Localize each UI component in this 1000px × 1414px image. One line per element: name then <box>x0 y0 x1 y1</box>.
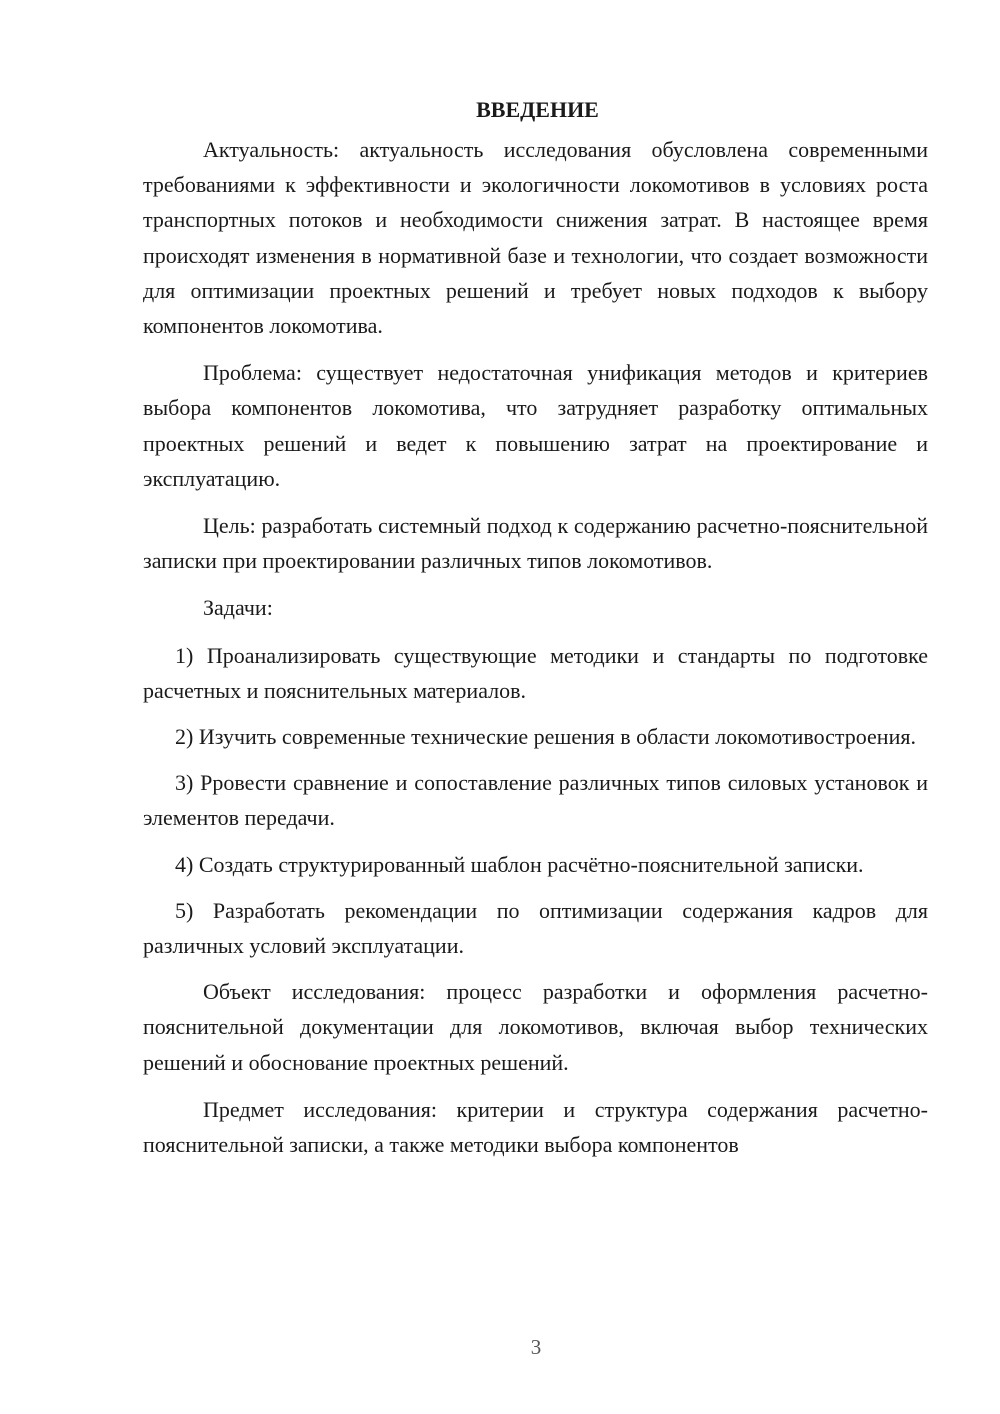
paragraph-goal: Цель: разработать системный подход к содержанию расчетно-пояснительной записки при проектировании различных типов локомотивов. <box>143 513 928 574</box>
section-title: ВВЕДЕНИЕ <box>476 97 599 122</box>
task-item-5: 5) Разработать рекомендации по оптимизации содержания кадров для различных условий эксплуатации. <box>143 897 928 959</box>
task-item-3: 3) Рровести сравнение и сопоставление различных типов силовых установок и элементов передачи. <box>143 770 928 831</box>
task-item-1: 1) Проанализировать существующие методики и стандарты по подготовке расчетных и пояснительных материалов. <box>143 642 928 703</box>
paragraph-subject: Предмет исследования: критерии и структура содержания расчетно-пояснительной записки, а также методики выбора компонентов <box>143 1096 928 1158</box>
paragraph-relevance: Актуальность: актуальность исследования обусловлена современными требованиями к эффективности и экологичности локомотивов в условиях роста транспортных потоков и необходимости снижения затрат. В настоящее время происходят изменения в нормативной базе и технологии, что создает возможности для оптимизации проектных решений и требует новых подходов к выбору компонентов локомотива. <box>143 137 928 339</box>
paragraph-tasks-heading: Задачи: <box>203 595 273 621</box>
page-number: 3 <box>530 1335 542 1359</box>
paragraph-problem: Проблема: существует недостаточная унификация методов и критериев выбора компонентов локомотива, что затрудняет разработку оптимальных проектных решений и ведет к повышению затрат на проектирование и эксплуатацию. <box>143 360 928 491</box>
paragraph-object: Объект исследования: процесс разработки и оформления расчетно-пояснительной документации для локомотивов, включая выбор технических решений и обоснование проектных решений. <box>143 979 928 1075</box>
page-content <box>143 92 928 1174</box>
task-item-4: 4) Создать структурированный шаблон расчётно-пояснительной записки. <box>175 851 864 877</box>
task-item-2: 2) Изучить современные технические решения в области локомотивостроения. <box>175 724 916 750</box>
